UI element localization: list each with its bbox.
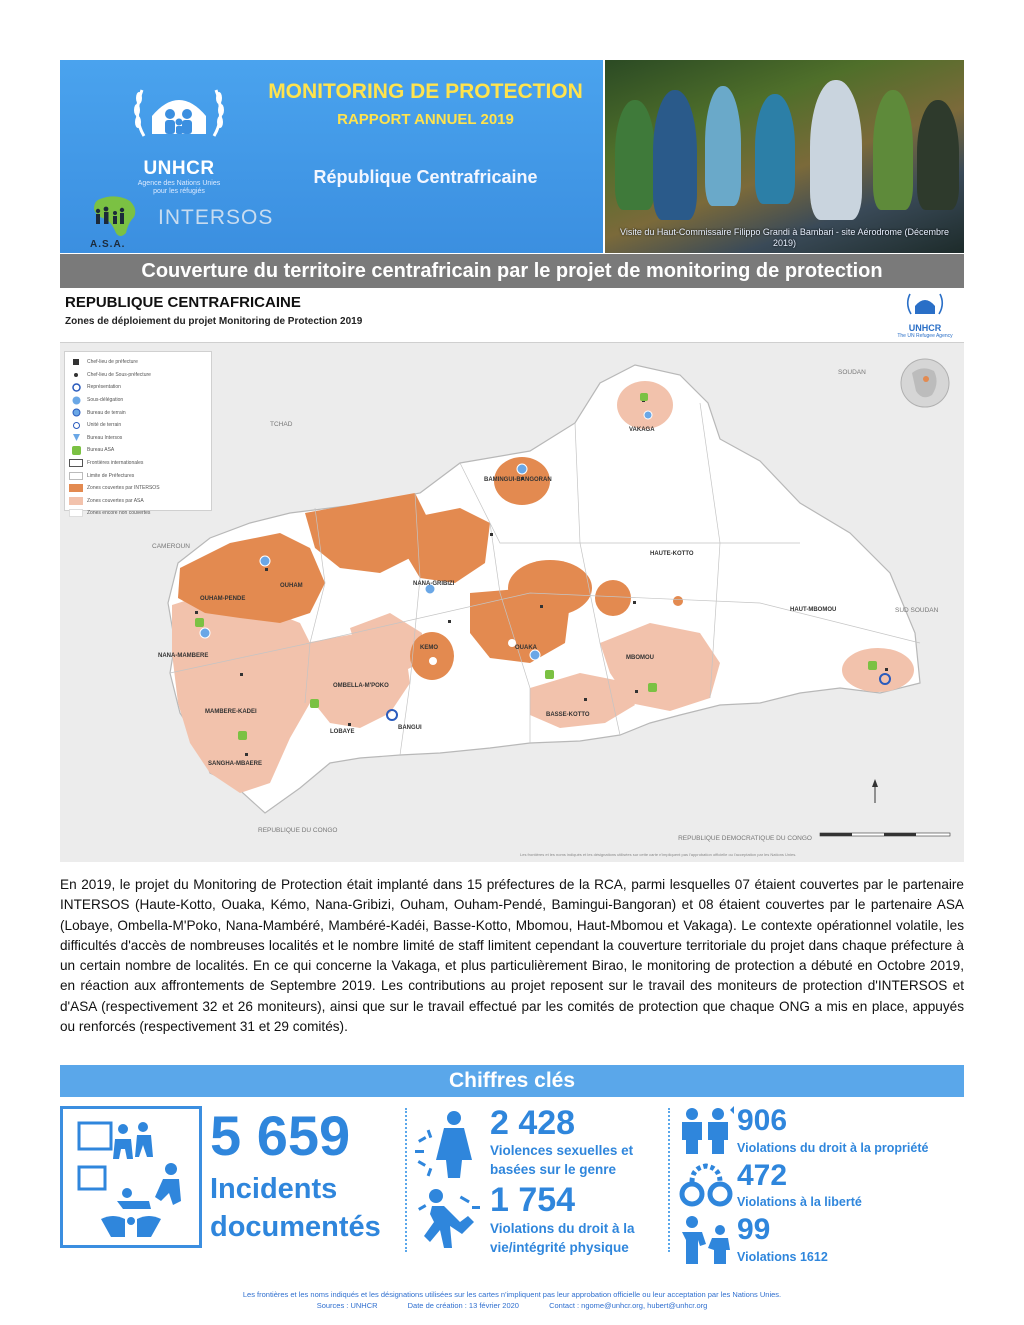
legend-label: Zones encore non couvertes	[87, 510, 151, 517]
legend-item	[69, 406, 207, 419]
legend-item	[69, 495, 207, 508]
prefecture-label: HAUT-MBOMOU	[790, 607, 837, 613]
child-icon	[680, 1214, 734, 1264]
prefecture-label: OMBELLA-M'POKO	[333, 683, 389, 689]
legend-item	[69, 419, 207, 432]
scale-bar	[820, 833, 950, 836]
physical-violence-count: 1 754	[490, 1181, 576, 1219]
country-label-cameroon: CAMEROUN	[152, 543, 190, 550]
prefecture-label: MBOMOU	[626, 655, 654, 661]
photo-caption: Visite du Haut-Commissaire Filippo Grandi à Bambari - site Aérodrome (Décembre 2019)	[620, 227, 949, 248]
unhcr-emblem-icon	[905, 290, 945, 318]
footer-date: Date de création : 13 février 2020	[407, 1301, 519, 1310]
asa-office-icon	[69, 446, 83, 454]
unhcr-logo-tagline: Agence des Nations Unies pour les réfugiés	[137, 180, 221, 195]
map-title: REPUBLIQUE CENTRAFRICAINE	[65, 294, 301, 311]
sub-delegation-icon	[69, 396, 83, 404]
intersos-zone-haute-kotto	[673, 596, 683, 606]
country-label-chad: TCHAD	[270, 421, 293, 428]
photo-figure	[873, 90, 913, 210]
prefecture-label: LOBAYE	[330, 729, 355, 735]
legend-item	[69, 444, 207, 457]
legend-label: Unité de terrain	[87, 422, 122, 429]
gbv-icon	[412, 1108, 484, 1180]
prefecture-label: HAUTE-KOTTO	[650, 551, 694, 557]
prefecture-label: KEMO	[420, 645, 438, 651]
footer-sources: Sources : UNHCR	[316, 1301, 378, 1310]
asa-africa-icon	[86, 193, 140, 241]
photo-figure	[917, 100, 959, 210]
legend-label: Limite de Préfectures	[87, 472, 135, 479]
property-icon	[678, 1106, 734, 1154]
intersos-office-icon	[69, 434, 83, 442]
header-photo	[605, 60, 964, 253]
field-unit-icon	[69, 421, 83, 429]
column-separator	[405, 1108, 407, 1252]
legend-label: Représentation	[87, 384, 121, 391]
physical-violence-label: Violations du droit à la vie/intégrité physique	[490, 1221, 635, 1255]
legend-label: Zones couvertes par INTERSOS	[87, 485, 160, 492]
prefecture-label: VAKAGA	[629, 427, 655, 433]
legend-item	[69, 394, 207, 407]
unhcr-emblem-icon	[130, 76, 228, 156]
legend-label: Bureau de terrain	[87, 409, 126, 416]
liberty-label: Violations à la liberté	[737, 1195, 862, 1209]
country-label-south-sudan: SUD SOUDAN	[895, 607, 939, 614]
representation-icon	[69, 383, 83, 391]
country-label-sudan: SOUDAN	[838, 369, 866, 376]
legend-item	[69, 482, 207, 495]
uncovered-zone-swatch	[69, 509, 83, 517]
gbv-label: Violences sexuelles et basées sur le genre	[490, 1143, 634, 1177]
map-logo-name: UNHCR	[908, 323, 942, 333]
legend-label: Zones couvertes par ASA	[87, 497, 144, 504]
map-unhcr-logo	[895, 290, 955, 339]
column-separator	[668, 1108, 670, 1252]
legend-label: Bureau Intersos	[87, 434, 123, 441]
prefecture-label: NANA-MAMBERE	[158, 653, 209, 659]
intro-paragraph: En 2019, le projet du Monitoring de Protection était implanté dans 15 préfectures de la RCA, parmi lesquelles 07 étaient couvertes par le partenaire INTERSOS (Haute-Kotto, Ouaka, Kémo, Nana-Gribizi, Ouham, Ouham-Pendé, Bamingui-Bangoran) et 08 étaient couvertes par le partenaire ASA (Lobaye, Ombella-M'Poko, Nana-Mambéré, Mambéré-Kadéi, Basse-Kotto, Mbomou, Haut-Mbomou et Vakaga). Le contexte opérationnel volatile, les difficultés d'accès de nombreuses localités et le nombre limité de staff limitent cependant la couverture territoriale du projet dans chaque préfecture à un certain nombre de localités. En ce qui concerne la Vakaga, et plus particulièrement Birao, le monitoring de protection a débuté en Octobre 2019, en réaction aux affrontements de Septembre 2019. Les contributions au projet reposent sur le travail des moniteurs de protection d'INTERSOS et d'ASA (respectivement 32 et 26 moniteurs), ainsi que sur le travail effectué par les comités de protection que chaque ONG a mis en place, appuyés ou renforcés (respectivement 31 et 29 comités).	[60, 877, 964, 1035]
intersos-zone-bambari	[508, 560, 592, 616]
photo-figure	[705, 86, 741, 206]
incidents-icon-box	[60, 1106, 202, 1248]
intersos-zone-swatch	[69, 484, 83, 492]
dot-icon	[69, 371, 83, 379]
incidents-icon	[63, 1109, 199, 1245]
report-country: République Centrafricaine	[313, 167, 538, 187]
prefecture-label: BASSE-KOTTO	[546, 712, 590, 718]
footer-meta	[60, 1301, 964, 1310]
square-icon	[69, 358, 83, 366]
footer-disclaimer: Les frontières et les noms indiqués et les désignations utilisées sur les cartes n'impliquent pas leur approbation officielle ou leur acceptation par les Nations Unies.	[242, 1290, 782, 1299]
country-label-drc: REPUBLIQUE DEMOCRATIQUE DU CONGO	[678, 835, 812, 842]
asa-zone-swatch	[69, 497, 83, 505]
legend-label: Bureau ASA	[87, 447, 115, 454]
legend-label: Sous-délégation	[87, 397, 124, 404]
legend-label: Chef-lieu de préfecture	[87, 359, 138, 366]
prefecture-line-icon	[69, 472, 83, 480]
photo-figure	[653, 90, 697, 220]
legend-item	[69, 369, 207, 382]
asa-zone-birao	[617, 381, 673, 429]
gbv-count: 2 428	[490, 1104, 576, 1142]
incidents-count: 5 659	[210, 1104, 351, 1167]
key-figures-title: Chiffres clés	[60, 1065, 964, 1097]
photo-figure	[810, 80, 862, 220]
legend-item	[69, 469, 207, 482]
map-canvas	[60, 342, 964, 862]
asa-zone-obo	[842, 648, 914, 692]
unhcr-logo-name: UNHCR	[143, 158, 215, 179]
legend-label: Chef-lieu de Sous-préfecture	[87, 371, 151, 378]
header-banner	[60, 60, 603, 253]
map-logo-tagline: The UN Refugee Agency	[897, 333, 953, 339]
prefecture-label: SANGHA-MBAERE	[208, 761, 262, 767]
footer-contact: Contact : ngome@unhcr.org, hubert@unhcr.org	[549, 1301, 708, 1310]
unhcr-logo	[130, 76, 228, 196]
property-label: Violations du droit à la propriété	[737, 1141, 929, 1155]
country-label-congo: REPUBLIQUE DU CONGO	[258, 827, 338, 834]
prefecture-label: OUHAM-PENDE	[200, 596, 246, 602]
asa-logo	[86, 193, 140, 241]
incidents-label: Incidents documentés	[210, 1173, 381, 1243]
liberty-count: 472	[737, 1159, 788, 1192]
handcuffs-icon	[678, 1160, 734, 1210]
report-title: MONITORING DE PROTECTION	[268, 80, 583, 103]
violations-1612-label: Violations 1612	[737, 1250, 828, 1264]
legend-item	[69, 381, 207, 394]
asa-logo-name: A.S.A.	[90, 239, 126, 250]
field-office-icon	[69, 409, 83, 417]
prefecture-label: NANA-GRIBIZI	[413, 581, 455, 587]
intersos-zone-kemo	[410, 632, 454, 680]
report-subtitle: RAPPORT ANNUEL 2019	[337, 111, 514, 128]
prefecture-label: BANGUI	[398, 725, 422, 731]
deployment-map	[60, 290, 964, 862]
property-count: 906	[737, 1104, 788, 1137]
prefecture-label: OUHAM	[280, 583, 303, 589]
intersos-zone-bria	[595, 580, 631, 616]
prefecture-label: BAMINGUI-BANGORAN	[484, 477, 552, 483]
map-footnote: Les frontières et les noms indiqués et les désignations utilisées sur cette carte n'impliquent pas l'approbation officielle ou l'acceptation par les Nations Unies.	[520, 852, 797, 857]
photo-figure	[755, 94, 795, 204]
prefecture-label: MAMBERE-KADEI	[205, 709, 257, 715]
map-subtitle: Zones de déploiement du projet Monitoring de Protection 2019	[65, 316, 363, 327]
legend-item	[69, 356, 207, 369]
violations-1612-count: 99	[737, 1213, 771, 1246]
coverage-section-title: Couverture du territoire centrafricain par le projet de monitoring de protection	[60, 254, 964, 288]
photo-figure	[615, 100, 655, 210]
intersos-logo: INTERSOS	[158, 206, 274, 229]
map-legend	[64, 351, 212, 517]
report-header	[60, 60, 964, 253]
physical-violence-icon	[416, 1186, 486, 1252]
legend-item	[69, 507, 207, 520]
legend-label: Frontières internationales	[87, 460, 144, 467]
legend-item	[69, 432, 207, 445]
prefecture-label: OUAKA	[515, 645, 537, 651]
border-line-icon	[69, 459, 83, 467]
legend-item	[69, 457, 207, 470]
